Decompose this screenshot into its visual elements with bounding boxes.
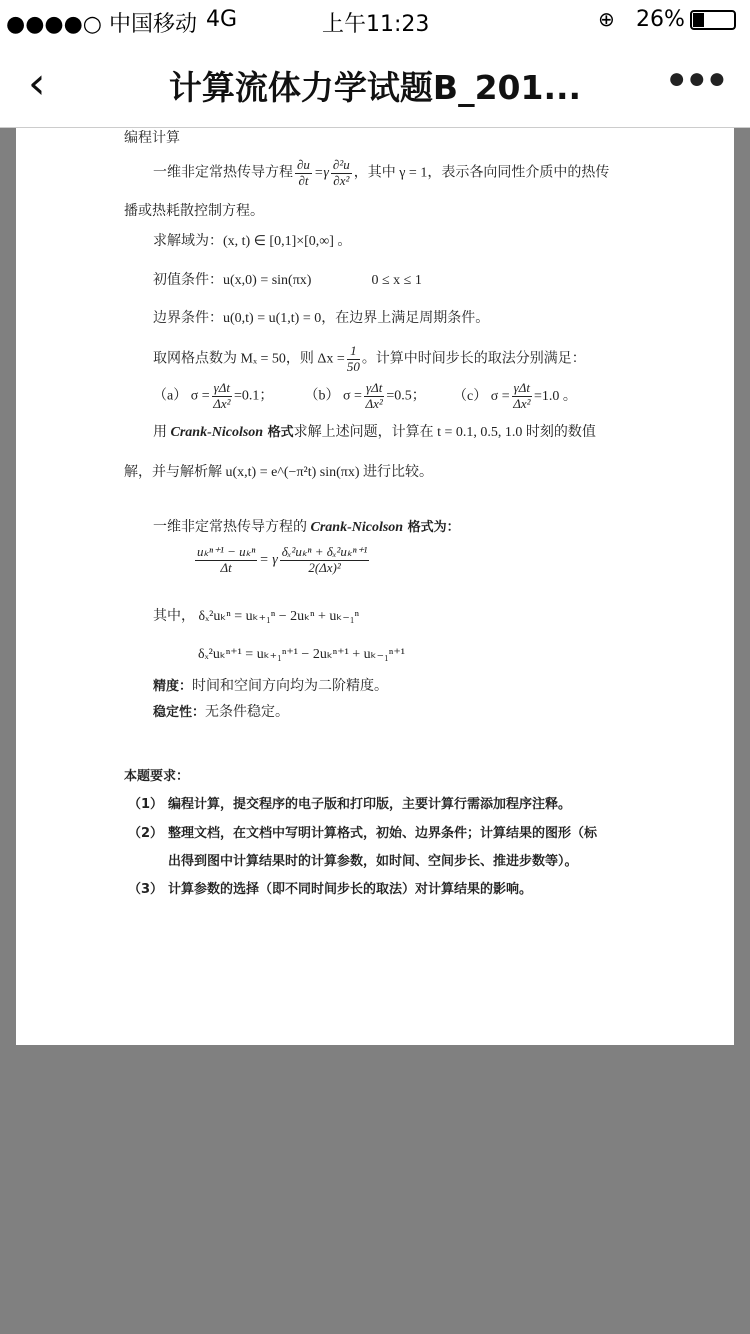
carrier: ●●●●○ 中国移动 — [6, 12, 197, 37]
nav-bar — [0, 40, 750, 128]
network: 4G — [206, 7, 238, 32]
text-line: 播或热耗散控制方程。 — [124, 204, 264, 219]
status-bar — [0, 0, 750, 40]
grid-line: 取网格点数为 Mₓ = 50，则 Δx = $\frac{1}{50}$ 。计算中时间步长的取法分别满足： — [153, 343, 586, 374]
requirement-item: （2） 整理文档，在文档中写明计算格式，初始、边界条件；计算结果的图形（标 — [128, 826, 598, 841]
intro-line: 一维非定常热传导方程 $\frac{\partial u}{\partial t}$ =γ $\frac{\text{∂²u}}{\text{∂x²}}$ ，其中 γ = 1，表示各向同性介质中的热传 — [153, 157, 610, 188]
task-line: 用 Crank-Nicolson 格式求解上述问题，计算在 t = 0.1, 0.5, 1.0 时刻的数值 — [153, 425, 596, 440]
battery-percent: 26% — [636, 7, 685, 32]
cut-text: 编程计算 — [124, 131, 180, 146]
requirement-item: （1） 编程计算，提交程序的电子版和打印版，主要计算行需添加程序注释。 — [128, 797, 572, 812]
requirement-item: （3） 计算参数的选择（即不同时间步长的取法）对计算结果的影响。 — [128, 882, 533, 897]
boundary-condition: 边界条件：u(0,t) = u(1,t) = 0，在边界上满足周期条件。 — [153, 311, 490, 326]
chevron-left-icon[interactable]: ‹ — [28, 58, 46, 109]
delta-def-2: δₓ²uₖⁿ⁺¹ = uₖ₊₁ⁿ⁺¹ − 2uₖⁿ⁺¹ + uₖ₋₁ⁿ⁺¹ — [198, 647, 405, 662]
ellipsis-icon[interactable]: ●●● — [667, 62, 728, 95]
cn-heading: 一维非定常热传导方程的 Crank-Nicolson 格式为： — [153, 520, 460, 535]
page-title: 计算流体力学试题B_201... — [168, 68, 582, 107]
requirement-item: 出得到图中计算结果时的计算参数，如时间、空间步长、推进步数等）。 — [168, 854, 578, 869]
battery-icon — [690, 10, 736, 30]
document-page — [16, 128, 734, 1045]
initial-condition: 初值条件：u(x,0) = sin(πx) 0 ≤ x ≤ 1 — [153, 273, 422, 288]
requirements-title: 本题要求： — [124, 769, 190, 784]
delta-def-1: 其中， δₓ²uₖⁿ = uₖ₊₁ⁿ − 2uₖⁿ + uₖ₋₁ⁿ — [153, 609, 360, 624]
accuracy-line: 精度：时间和空间方向均为二阶精度。 — [153, 679, 389, 694]
clock: 上午11:23 — [322, 12, 430, 37]
analytic-line: 解，并与解析解 u(x,t) = e^(−π²t) sin(πx) 进行比较。 — [124, 465, 433, 480]
sigma-cases: （a） σ = γΔt Δx² =0.1； （b） σ = γΔt Δx² =0.5； （c） σ = γΔt Δx² =1.0 。 — [153, 380, 577, 411]
stability-line: 稳定性：无条件稳定。 — [153, 705, 290, 720]
domain-line: 求解域为：(x, t) ∈ [0,1]×[0,∞] 。 — [153, 234, 352, 249]
rotation-lock-icon: ⊕ — [598, 7, 615, 31]
cn-equation: uₖⁿ⁺¹ − uₖⁿ Δt = γ δₓ²uₖⁿ + δₓ²uₖⁿ⁺¹ 2(Δx)² — [197, 544, 368, 575]
